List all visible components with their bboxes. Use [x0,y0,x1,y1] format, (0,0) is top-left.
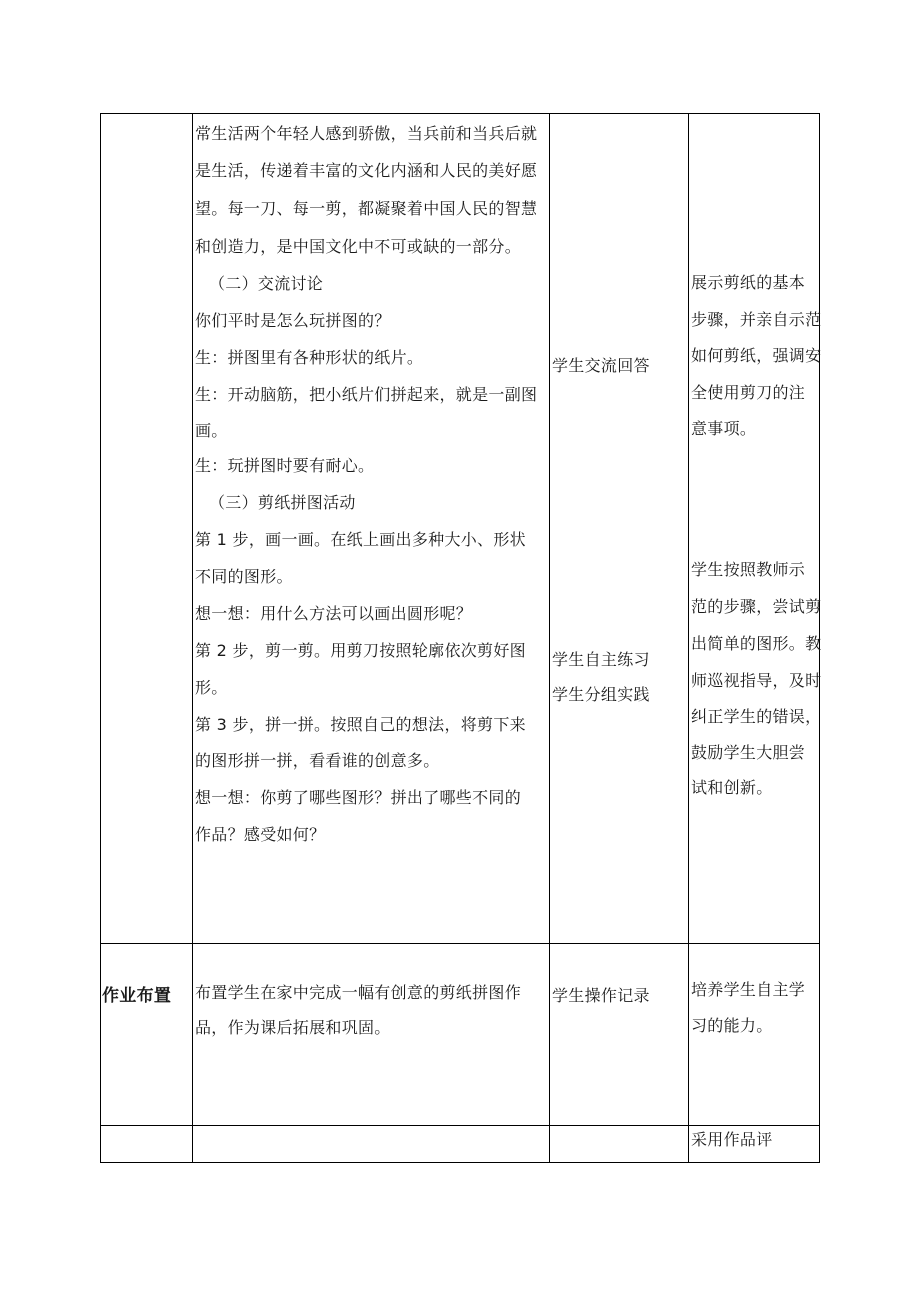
intent-line: 意事项。 [691,419,757,438]
homework-intent: 习的能力。 [691,1016,773,1035]
content-line: 生：开动脑筋，把小纸片们拼起来，就是一副图 [195,385,538,404]
intent-line: 师巡视指导，及时 [691,671,822,690]
student-activity-text: 学生分组实践 [552,685,650,704]
homework-label: 作业布置 [102,986,172,1006]
intent-line: 试和创新。 [691,778,773,797]
content-line: 生：拼图里有各种形状的纸片。 [195,348,424,367]
homework-content: 布置学生在家中完成一幅有创意的剪纸拼图作 [195,983,522,1002]
intent-line: 展示剪纸的基本 [691,273,806,292]
content-line: 第 2 步，剪一剪。用剪刀按照轮廓依次剪好图 [195,641,526,660]
table-column-divider [549,113,550,1163]
content-line: 望。每一刀、每一剪，都凝聚着中国人民的智慧 [195,199,538,218]
intent-line: 学生按照教师示 [691,560,806,579]
table-column-divider [688,113,689,1163]
content-line: 作品？感受如何？ [195,825,326,844]
homework-intent: 培养学生自主学 [691,980,806,999]
section-heading: （三）剪纸拼图活动 [209,493,356,512]
content-line: 你们平时是怎么玩拼图的？ [195,311,391,330]
intent-line: 鼓励学生大胆尝 [691,743,806,762]
content-line: 画。 [195,421,228,440]
table-row-divider [100,943,820,944]
homework-student-activity: 学生操作记录 [552,986,650,1005]
table-row-divider [100,1125,820,1126]
intent-line: 全使用剪刀的注 [691,383,806,402]
section-heading: （二）交流讨论 [209,274,324,293]
content-line: 的图形拼一拼，看看谁的创意多。 [195,751,440,770]
content-line: 第 3 步，拼一拼。按照自己的想法，将剪下来 [195,715,526,734]
content-line: 想一想：用什么方法可以画出圆形呢？ [195,604,473,623]
table-border-bottom [100,1162,820,1163]
content-line: 和创造力，是中国文化中不可或缺的一部分。 [195,237,522,256]
student-activity-text: 学生自主练习 [552,650,650,669]
content-line: 是生活，传递着丰富的文化内涵和人民的美好愿 [195,161,538,180]
evaluation-intent: 采用作品评 [691,1130,773,1149]
student-activity-text: 学生交流回答 [552,356,650,375]
intent-line: 步骤，并亲自示范 [691,310,822,329]
content-line: 不同的图形。 [195,567,293,586]
intent-line: 纠正学生的错误， [691,707,822,726]
table-border-top [100,113,820,114]
content-line: 想一想：你剪了哪些图形？拼出了哪些不同的 [195,788,522,807]
content-line: 形。 [195,678,228,697]
content-line: 常生活两个年轻人感到骄傲，当兵前和当兵后就 [195,124,538,143]
homework-content: 品，作为课后拓展和巩固。 [195,1018,391,1037]
intent-line: 范的步骤，尝试剪 [691,597,822,616]
content-line: 第 1 步，画一画。在纸上画出多种大小、形状 [195,530,526,549]
intent-line: 出简单的图形。教 [691,634,822,653]
table-column-divider [192,113,193,1163]
content-line: 生：玩拼图时要有耐心。 [195,456,375,475]
intent-line: 如何剪纸，强调安 [691,346,822,365]
table-border-left [100,113,101,1163]
